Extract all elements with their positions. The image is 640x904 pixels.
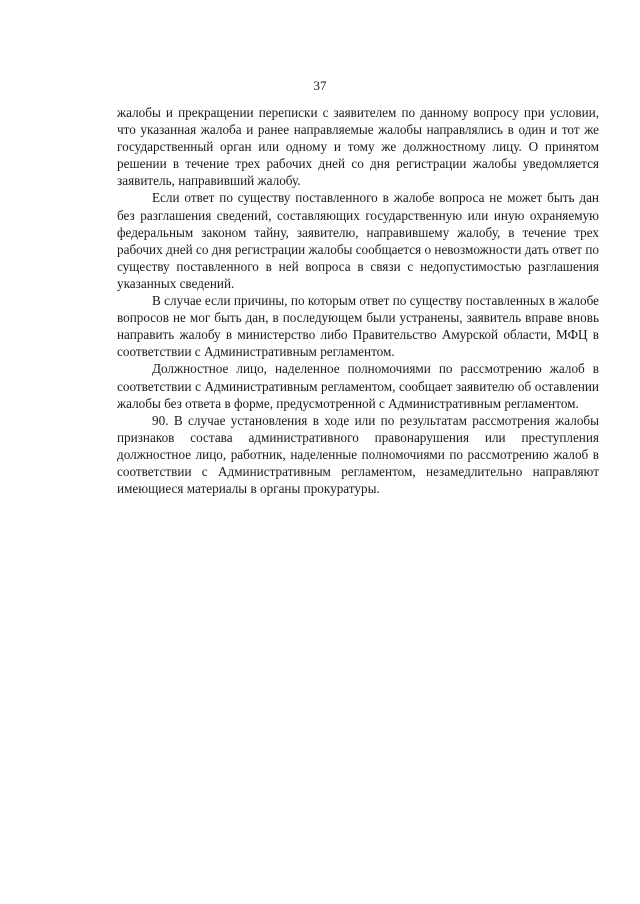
paragraph-continuation: жалобы и прекращении переписки с заявителем по данному вопросу при условии, что указанная жалоба и ранее направляемые жалобы направлялись в один и тот же государственный орган или одному и тому же должностному лицу. О принятом решении в течение трех рабочих дней со дня регистрации жалобы уведомляется заявитель, направивший жалобу. (117, 105, 599, 189)
paragraph-no-answer-notice: Должностное лицо, наделенное полномочиями по рассмотрению жалоб в соответствии с Административным регламентом, сообщает заявителю об оставлении жалобы без ответа в форме, предусмотренной с Административным регламентом. (117, 361, 599, 411)
paragraph-resubmission: В случае если причины, по которым ответ по существу поставленных в жалобе вопросов не мог быть дан, в последующем были устранены, заявитель вправе вновь направить жалобу в министерство либо Правительство Амурской области, МФЦ в соответствии с Административным регламентом. (117, 293, 599, 360)
paragraph-secret-information: Если ответ по существу поставленного в жалобе вопроса не может быть дан без разглашения сведений, составляющих государственную или иную охраняемую федеральным законом тайну, заявителю, направившему жалобу, в течение трех рабочих дней со дня регистрации жалобы сообщается о невозможности дать ответ по существу поставленного в ней вопроса в связи с недопустимостью разглашения указанных сведений. (117, 190, 599, 291)
document-body (117, 104, 599, 497)
paragraph-90-prosecution: 90. В случае установления в ходе или по результатам рассмотрения жалобы признаков состава административного правонарушения или преступления должностное лицо, работник, наделенные полномочиями по рассмотрению жалоб в соответствии с Административным регламентом, незамедлительно направляют имеющиеся материалы в органы прокуратуры. (117, 412, 599, 497)
page-number: 37 (313, 78, 327, 93)
